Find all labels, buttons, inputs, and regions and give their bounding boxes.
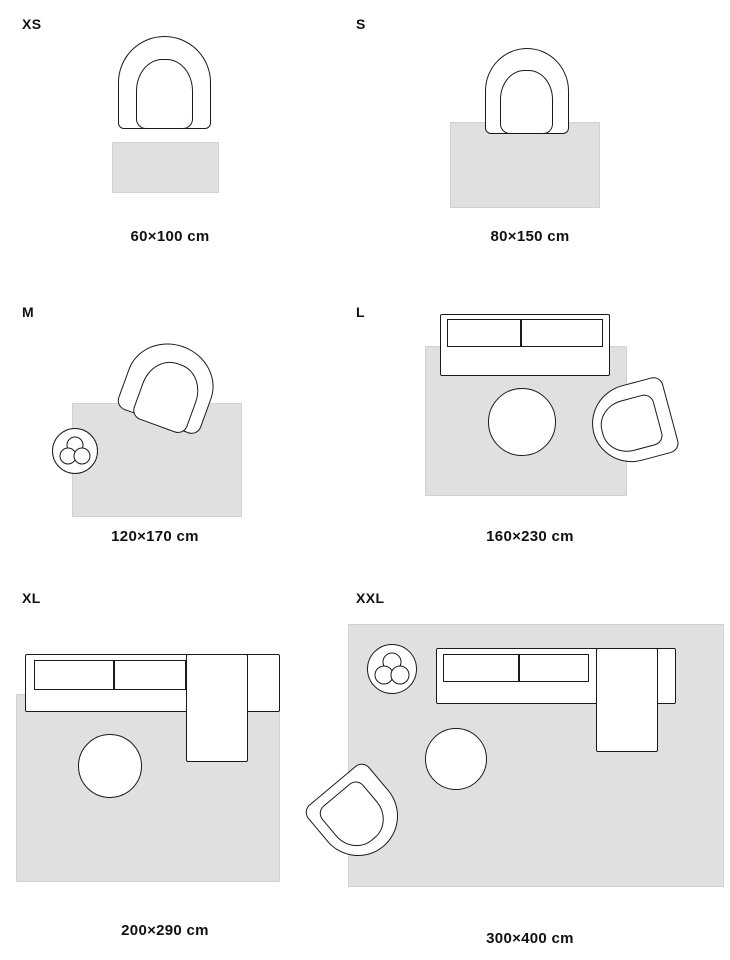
- sofa-cushion-2-xl: [114, 660, 186, 690]
- panel-l-illustration: [340, 278, 730, 513]
- sofa-cushion-1-xxl: [443, 654, 519, 682]
- sofa-cushion-1-xl: [34, 660, 114, 690]
- round-coffee-table-l: [488, 388, 556, 456]
- panel-xs: [0, 0, 340, 265]
- plant-leaves-icon-m: [52, 428, 98, 474]
- rug-footprint-xs: [112, 142, 219, 193]
- panel-l-size-label: L: [356, 304, 365, 320]
- panel-s-illustration: [340, 0, 730, 210]
- armchair-seat-xs: [136, 59, 193, 129]
- panel-xxl: [340, 576, 730, 960]
- panel-xl-dimension-label: 200×290 cm: [121, 922, 209, 939]
- sofa-cushion-2-xxl: [519, 654, 589, 682]
- panel-s: [340, 0, 730, 265]
- armchair-seat-s: [500, 70, 553, 134]
- panel-xs-illustration: [0, 0, 340, 210]
- panel-xl-illustration: [0, 576, 340, 906]
- rug-footprint-s: [450, 122, 600, 208]
- sofa-cushion-left-l: [447, 319, 521, 347]
- panel-m-dimension-label: 120×170 cm: [111, 528, 199, 545]
- plant-leaves-icon-xxl: [367, 644, 417, 694]
- panel-s-dimension-label: 80×150 cm: [490, 228, 570, 245]
- panel-xs-size-label: XS: [22, 16, 42, 32]
- sectional-sofa-chaise-xl: [186, 654, 248, 762]
- panel-xxl-size-label: XXL: [356, 590, 385, 606]
- round-coffee-table-xxl: [425, 728, 487, 790]
- panel-l-dimension-label: 160×230 cm: [486, 528, 574, 545]
- panel-xxl-dimension-label: 300×400 cm: [486, 930, 574, 947]
- panel-m-illustration: [0, 278, 340, 513]
- panel-m: [0, 278, 340, 568]
- panel-xxl-illustration: [340, 576, 730, 906]
- panel-xs-dimension-label: 60×100 cm: [130, 228, 210, 245]
- panel-m-size-label: M: [22, 304, 35, 320]
- sofa-cushion-right-l: [521, 319, 603, 347]
- panel-xl: [0, 576, 340, 960]
- sectional-sofa-chaise-xxl: [596, 648, 658, 752]
- panel-s-size-label: S: [356, 16, 366, 32]
- panel-l: [340, 278, 730, 568]
- panel-xl-size-label: XL: [22, 590, 41, 606]
- round-coffee-table-xl: [78, 734, 142, 798]
